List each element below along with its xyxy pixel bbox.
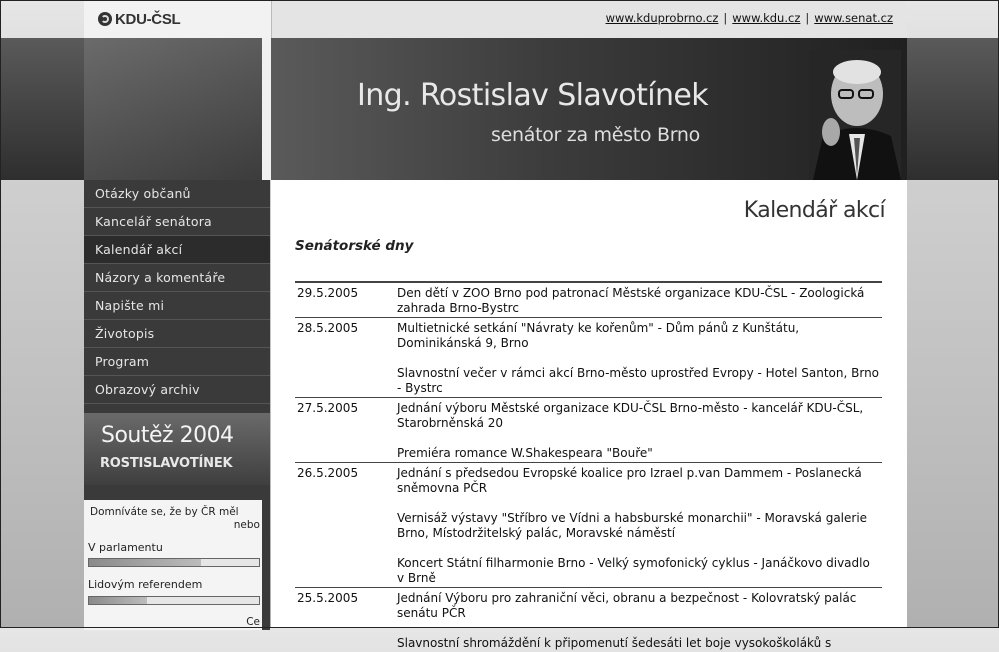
event-item: Jednání výboru Městské organizace KDU-ČSL Brno-město - kancelář KDU-ČSL, Starobrněnská 20: [397, 401, 880, 431]
logo-text: KDU-ČSL: [115, 11, 180, 28]
link-kdu[interactable]: www.kdu.cz: [732, 11, 800, 25]
top-bar: [84, 0, 907, 39]
table-row: [295, 588, 882, 652]
poll-question-cont: nebo: [234, 519, 260, 531]
header-left-photo: [84, 38, 262, 180]
table-row: [295, 318, 882, 398]
sidebar: [84, 180, 270, 628]
event-item: Vernisáž výstavy "Stříbro ve Vídni a habsburské monarchii" - Moravská galerie Brno, Místodržitelský palác, Moravské náměstí: [397, 511, 880, 541]
nav-kancelar-senatora[interactable]: Kancelář senátora: [84, 208, 270, 236]
nav-zivotopis[interactable]: Životopis: [84, 320, 270, 348]
page-title: Kalendář akcí: [744, 198, 885, 223]
table-row: [295, 463, 882, 588]
poll-option-bar[interactable]: [88, 558, 260, 567]
link-senat[interactable]: www.senat.cz: [814, 11, 893, 25]
event-item: Premiéra romance W.Shakespeara "Bouře": [397, 446, 880, 461]
poll-footer: Ce: [246, 616, 260, 628]
event-description: [395, 463, 882, 588]
event-description: [395, 588, 882, 652]
event-item: Slavnostní večer v rámci akcí Brno-město uprostřed Evropy - Hotel Santon, Brno - Bystrc: [397, 366, 880, 396]
event-date: 26.5.2005: [295, 463, 395, 588]
link-kduprobrno[interactable]: www.kduprobrno.cz: [606, 11, 719, 25]
nav-nazory-a-komentare[interactable]: Názory a komentáře: [84, 264, 270, 292]
poll: [84, 500, 262, 630]
event-item: Jednání Výboru pro zahraniční věci, obranu a bezpečnost - Kolovratský palác senátu PČR: [397, 591, 880, 621]
nav-otazky-obcanu[interactable]: Otázky občanů: [84, 180, 270, 208]
event-date: 25.5.2005: [295, 588, 395, 652]
event-description: [395, 283, 882, 318]
event-item: Multietnické setkání "Návraty ke kořenům" - Dům pánů z Kunštátu, Dominikánská 9, Brno: [397, 321, 880, 351]
nav-program[interactable]: Program: [84, 348, 270, 376]
top-links: www.kduprobrno.cz | www.kdu.cz | www.senat.cz: [606, 11, 893, 25]
nav-obrazovy-archiv[interactable]: Obrazový archiv: [84, 376, 270, 404]
nav-napiste-mi[interactable]: Napište mi: [84, 292, 270, 320]
event-item: Den dětí v ZOO Brno pod patronací Městské organizace KDU-ČSL - Zoologická zahrada Brno-Bystrc: [397, 286, 880, 316]
logo[interactable]: [84, 0, 272, 38]
poll-option-label: Lidovým referendem: [88, 578, 202, 591]
event-item: Slavnostní shromáždění k připomenutí šedesáti let boje vysokoškoláků s: [397, 636, 880, 651]
nav-kalendar-akci[interactable]: Kalendář akcí: [84, 236, 270, 264]
poll-option-label: V parlamentu: [88, 541, 163, 554]
poll-gap: [262, 500, 270, 630]
poll-option-bar[interactable]: [88, 596, 260, 605]
senator-portrait: [809, 50, 901, 180]
table-row: [295, 398, 882, 463]
page-container: [84, 0, 907, 628]
table-row: [295, 283, 882, 318]
party-logo-icon: [98, 12, 112, 26]
header-gap: [262, 38, 271, 180]
events-table: [295, 282, 882, 652]
event-item: Jednání s předsedou Evropské koalice pro Izrael p.van Dammem - Poslanecká sněmovna PČR: [397, 466, 880, 496]
poll-question: Domníváte se, že by ČR měl: [90, 506, 290, 519]
senator-name: Ing. Rostislav Slavotínek: [357, 78, 708, 113]
main-content: [271, 180, 907, 628]
event-description: [395, 318, 882, 398]
event-date: 27.5.2005: [295, 398, 395, 463]
contest-banner[interactable]: [84, 413, 270, 485]
section-title: Senátorské dny: [295, 238, 413, 254]
event-description: [395, 398, 882, 463]
contest-title: Soutěž 2004: [101, 423, 234, 448]
senator-subtitle: senátor za město Brno: [491, 124, 700, 146]
event-item: Koncert Státní filharmonie Brno - Velký symofonický cyklus - Janáčkovo divadlo v Brně: [397, 556, 880, 586]
event-date: 29.5.2005: [295, 283, 395, 318]
event-date: 28.5.2005: [295, 318, 395, 398]
header-banner: [271, 38, 907, 180]
contest-name: ROSTISLAVOTÍNEK: [100, 456, 232, 471]
